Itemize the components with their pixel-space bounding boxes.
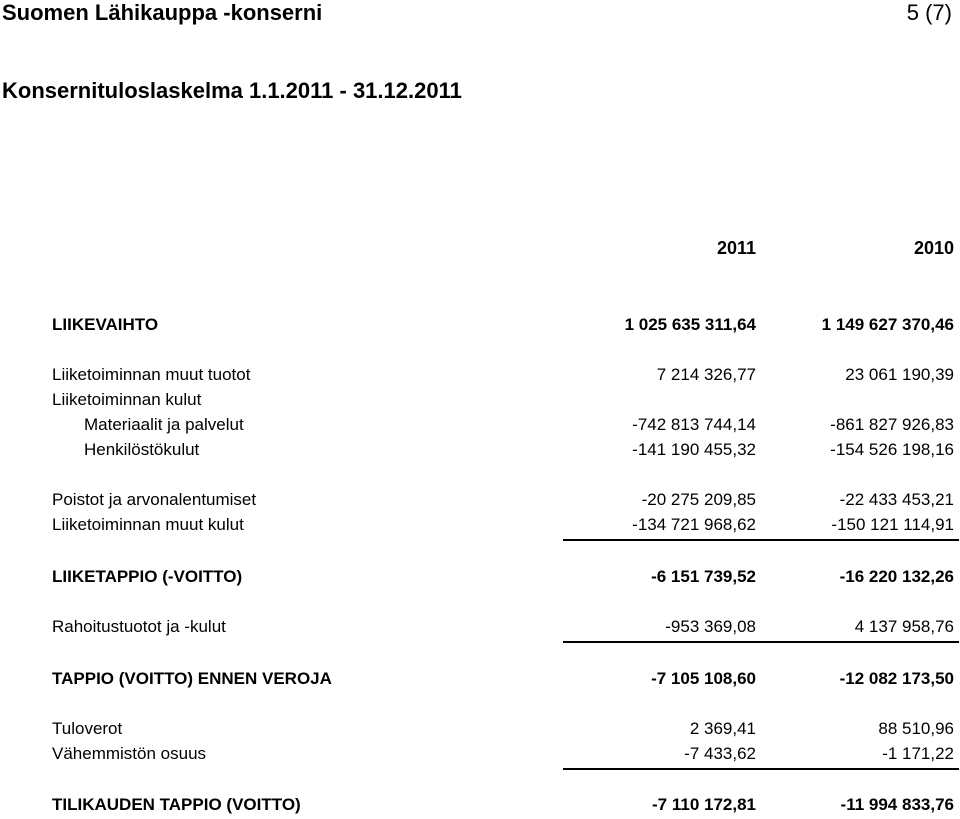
value-2011: -742 813 744,14 [632, 415, 756, 434]
value-2011: -7 110 172,81 [652, 795, 756, 814]
subtotal-rule [563, 539, 959, 541]
subtotal-rule [563, 641, 959, 643]
value-2011: -7 105 108,60 [651, 669, 756, 688]
row-label: TILIKAUDEN TAPPIO (VOITTO) [52, 795, 301, 814]
table-row [0, 794, 960, 816]
table-row [0, 718, 960, 740]
value-2011: -6 151 739,52 [651, 567, 756, 586]
table-row [0, 439, 960, 461]
row-label: Rahoitustuotot ja -kulut [52, 617, 226, 636]
value-2011: -134 721 968,62 [632, 515, 756, 534]
statement-title: Konsernituloslaskelma 1.1.2011 - 31.12.2011 [2, 78, 462, 103]
row-label: Poistot ja arvonalentumiset [52, 490, 257, 509]
row-label: Liiketoiminnan muut kulut [52, 515, 244, 534]
value-2010: -11 994 833,76 [840, 795, 954, 814]
subtotal-rule [563, 768, 959, 770]
page-number: 5 (7) [906, 0, 952, 25]
value-2010: -12 082 173,50 [839, 669, 954, 688]
value-2011: 2 369,41 [689, 719, 756, 738]
value-2010: -22 433 453,21 [839, 490, 954, 509]
row-label: Vähemmistön osuus [52, 744, 207, 763]
table-row [0, 314, 960, 336]
value-2010: -16 220 132,26 [839, 567, 954, 586]
value-2010: -150 121 114,91 [831, 515, 954, 534]
value-2010: -1 171,22 [882, 744, 954, 763]
table-row [0, 743, 960, 765]
row-label: LIIKEVAIHTO [52, 315, 159, 334]
company-name: Suomen Lähikauppa -konserni [2, 0, 323, 25]
row-label: Liiketoiminnan muut tuotot [52, 365, 251, 384]
value-2010: 4 137 958,76 [854, 617, 954, 636]
table-row [0, 389, 960, 411]
table-row [0, 566, 960, 588]
value-2011: -141 190 455,32 [632, 440, 756, 459]
row-label: Liiketoiminnan kulut [52, 390, 202, 409]
row-label: LIIKETAPPIO (-VOITTO) [52, 567, 243, 586]
table-row [0, 489, 960, 511]
row-label: Henkilöstökulut [84, 440, 200, 459]
table-row [0, 514, 960, 536]
value-2010: -154 526 198,16 [830, 440, 954, 459]
row-label: Materiaalit ja palvelut [84, 415, 244, 434]
row-label: TAPPIO (VOITTO) ENNEN VEROJA [52, 669, 332, 688]
row-label: Tuloverot [52, 719, 123, 738]
value-2011: -953 369,08 [665, 617, 756, 636]
value-2010: -861 827 926,83 [830, 415, 954, 434]
value-2010: 88 510,96 [878, 719, 954, 738]
value-2011: 1 025 635 311,64 [624, 315, 756, 334]
table-row [0, 616, 960, 638]
table-row [0, 668, 960, 690]
value-2011: -7 433,62 [684, 744, 756, 763]
value-2010: 1 149 627 370,46 [821, 315, 954, 334]
value-2011: 7 214 326,77 [656, 365, 756, 384]
value-2011: -20 275 209,85 [641, 490, 756, 509]
column-header-2011: 2011 [716, 238, 756, 258]
table-row [0, 414, 960, 436]
column-header-2010: 2010 [913, 238, 954, 258]
value-2010: 23 061 190,39 [845, 365, 954, 384]
table-row [0, 364, 960, 386]
